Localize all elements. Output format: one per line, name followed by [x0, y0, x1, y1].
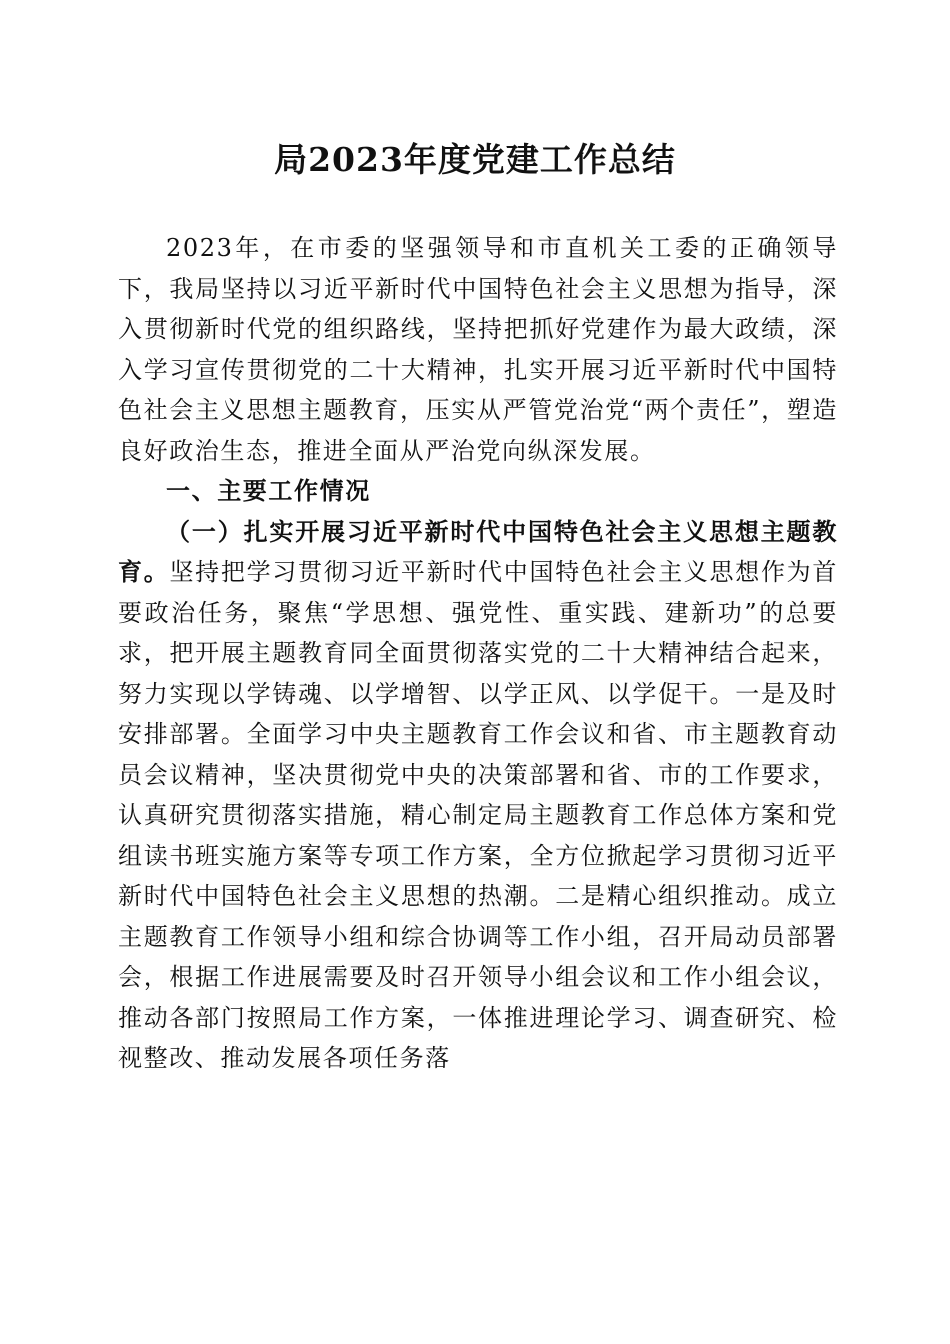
section-heading: 一、主要工作情况 [166, 477, 371, 505]
document-body [118, 228, 838, 1079]
intro-paragraph: 2023年，在市委的坚强领导和市直机关工委的正确领导下，我局坚持以习近平新时代中国特色社会主义思想为指导，深入贯彻新时代党的组织路线，坚持把抓好党建作为最大政绩，深入学习宣传贯彻党的二十大精神，扎实开展习近平新时代中国特色社会主义思想主题教育，压实从严管党治党“两个责任”，塑造良好政治生态，推进全面从严治党向纵深发展。 [118, 234, 838, 465]
document-title: 局2023年度党建工作总结 [274, 140, 676, 179]
subsection-heading: （一）扎实开展习近平新时代中国特色社会主义思想主题教育。 [118, 516, 838, 586]
subsection-paragraph [118, 512, 838, 1079]
subsection-body: 坚持把学习贯彻习近平新时代中国特色社会主义思想作为首要政治任务，聚焦“学思想、强党性、重实践、建新功”的总要求，把开展主题教育同全面贯彻落实党的二十大精神结合起来，努力实现以学铸魂、以学增智、以学正风、以学促干。一是及时安排部署。全面学习中央主题教育工作会议和省、市主题教育动员会议精神，坚决贯彻党中央的决策部署和省、市的工作要求，认真研究贯彻落实措施，精心制定局主题教育工作总体方案和党组读书班实施方案等专项工作方案，全方位掀起学习贯彻习近平新时代中国特色社会主义思想的热潮。二是精心组织推动。成立主题教育工作领导小组和综合协调等工作小组，召开局动员部署会，根据工作进展需要及时召开领导小组会议和工作小组会议，推动各部门按照局工作方案，一体推进理论学习、调查研究、检视整改、推动发展各项任务落 [118, 558, 838, 1072]
